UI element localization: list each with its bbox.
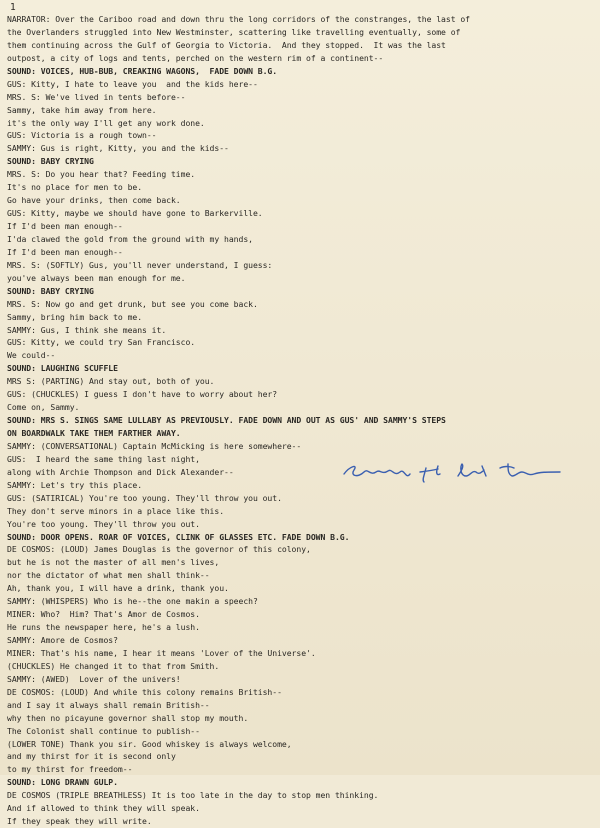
script-line: And if allowed to think they will speak. xyxy=(7,803,200,814)
script-line: GUS: Kitty, we could try San Francisco. xyxy=(7,337,196,348)
sound-cue-line: SOUND: DOOR OPENS. ROAR OF VOICES, CLINK OF GLASSES ETC. FADE DOWN B.G. xyxy=(7,531,350,542)
script-line: He runs the newspaper here, he's a lush. xyxy=(7,622,200,633)
script-line: It's no place for men to be. xyxy=(7,182,143,193)
script-line: MRS. S: Now go and get drunk, but see you come back. xyxy=(7,298,258,309)
sound-cue-line: SOUND: BABY CRYING xyxy=(7,156,94,167)
script-line: They don't serve minors in a place like this. xyxy=(7,505,225,516)
script-line: DE COSMOS (TRIPLE BREATHLESS) It is too late in the day to stop men thinking. xyxy=(7,790,379,801)
script-line: MRS. S: (SOFTLY) Gus, you'll never understand, I guess: xyxy=(7,259,273,270)
sound-cue-line: SOUND: MRS S. SINGS SAME LULLABY AS PREVIOUSLY. FADE DOWN AND OUT AS GUS' AND SAMMY'S STEPS xyxy=(7,415,446,426)
script-line: and I say it always shall remain British-- xyxy=(7,699,210,710)
script-line: GUS: Victoria is a rough town-- xyxy=(7,130,157,141)
script-line: SAMMY: (AWED) Lover of the univers! xyxy=(7,673,181,684)
page-number: 1 xyxy=(10,2,16,13)
script-line: I'da clawed the gold from the ground with my hands, xyxy=(7,233,253,244)
sound-cue-line: ON BOARDWALK TAKE THEM FARTHER AWAY. xyxy=(7,428,181,438)
script-line: along with Archie Thompson and Dick Alexander-- xyxy=(7,466,234,477)
script-line: MRS S: (PARTING) And stay out, both of you. xyxy=(7,376,215,387)
script-line: to my thirst for freedom-- xyxy=(7,764,133,775)
script-line: nor the dictator of what men shall think-- xyxy=(7,570,210,581)
script-line: SAMMY: Gus, I think she means it. xyxy=(7,324,167,335)
script-line: If I'd been man enough-- xyxy=(7,246,123,257)
script-line: Ah, thank you, I will have a drink, thank you. xyxy=(7,583,229,594)
script-line: SAMMY: Gus is right, Kitty, you and the kids-- xyxy=(7,143,229,154)
script-body xyxy=(7,13,590,828)
script-line: (CHUCKLES) He changed it to that from Smith. xyxy=(7,660,220,671)
script-line: GUS: I heard the same thing last night, xyxy=(7,453,200,464)
script-line: GUS: (CHUCKLES) I guess I don't have to worry about her? xyxy=(7,389,278,400)
script-line: If they speak they will write. xyxy=(7,816,152,827)
script-line: SAMMY: (WHISPERS) Who is he--the one makin a speech? xyxy=(7,596,258,607)
script-line: MRS. S: Do you hear that? Feeding time. xyxy=(7,169,196,180)
script-line: GUS: Kitty, maybe we should have gone to Barkerville. xyxy=(7,208,263,219)
script-line: NARRATOR: Over the Cariboo road and down thru the long corridors of the constranges, the last of xyxy=(7,14,470,24)
script-line: and my thirst for it is second only xyxy=(7,751,176,762)
script-line: MINER: That's his name, I hear it means 'Lover of the Universe'. xyxy=(7,647,316,658)
script-line: You're too young. They'll throw you out. xyxy=(7,518,200,529)
sound-cue-line: SOUND: VOICES, HUB-BUB, CREAKING WAGONS, FADE DOWN B.G. xyxy=(7,65,278,76)
script-line: SAMMY: Let's try this place. xyxy=(7,479,143,490)
script-line: outpost, a city of logs and tents, perched on the western rim of a continent-- xyxy=(7,52,384,63)
script-line: (LOWER TONE) Thank you sir. Good whiskey is always welcome, xyxy=(7,738,292,749)
script-line: MINER: Who? Him? That's Amor de Cosmos. xyxy=(7,609,200,620)
script-line: If I'd been man enough-- xyxy=(7,221,123,231)
sound-cue-line: SOUND: LONG DRAWN GULP. xyxy=(7,777,118,788)
script-line: why then no picayune governor shall stop my mouth. xyxy=(7,712,249,723)
script-line: the Overlanders struggled into New Westminster, scattering like travelling eventually, some of xyxy=(7,26,461,37)
script-line: We could-- xyxy=(7,350,56,361)
script-line: you've always been man enough for me. xyxy=(7,272,186,283)
sound-cue-line: SOUND: LAUGHING SCUFFLE xyxy=(7,363,118,374)
script-line: Go have your drinks, then come back. xyxy=(7,195,181,206)
script-line: it's the only way I'll get any work done. xyxy=(7,117,205,128)
script-line: The Colonist shall continue to publish-- xyxy=(7,725,200,736)
script-line: Sammy, take him away from here. xyxy=(7,104,157,115)
script-line: DE COSMOS: (LOUD) And while this colony remains British-- xyxy=(7,686,282,697)
script-line: SAMMY: Amore de Cosmos? xyxy=(7,635,118,645)
script-line: Sammy, bring him back to me. xyxy=(7,311,143,322)
script-line: SAMMY: (CONVERSATIONAL) Captain McMicking is here somewhere-- xyxy=(7,440,302,451)
script-line: DE COSMOS: (LOUD) James Douglas is the governor of this colony, xyxy=(7,544,311,555)
script-line: GUS: (SATIRICAL) You're too young. They'll throw you out. xyxy=(7,492,282,503)
script-line: Come on, Sammy. xyxy=(7,402,80,413)
script-line: MRS. S: We've lived in tents before-- xyxy=(7,91,186,102)
script-line: them continuing across the Gulf of Georgia to Victoria. And they stopped. It was the last xyxy=(7,39,446,50)
sound-cue-line: SOUND: BABY CRYING xyxy=(7,285,94,296)
script-line: GUS: Kitty, I hate to leave you and the kids here-- xyxy=(7,78,258,89)
script-line: but he is not the master of all men's lives, xyxy=(7,557,220,568)
